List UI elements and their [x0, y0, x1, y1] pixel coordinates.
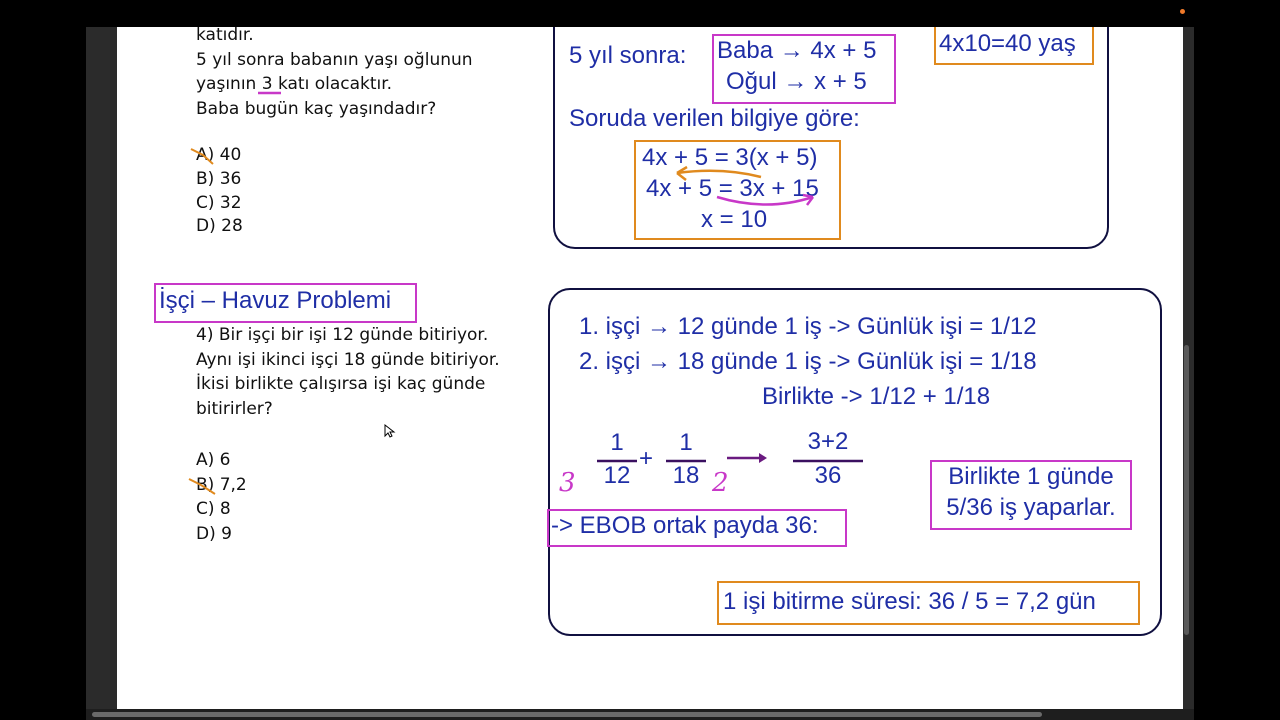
document-page [117, 27, 1183, 709]
option-a: A) 40 [196, 145, 242, 165]
question-line: İkisi birlikte çalışırsa işi kaç günde [196, 374, 486, 394]
worker1-line: 1. işçi → 12 günde 1 iş -> Günlük işi = 1/12 [579, 313, 1037, 340]
move-arrow-icon [677, 171, 761, 177]
problem4-title: İşçi – Havuz Problemi [159, 287, 392, 314]
given-label: Soruda verilen bilgiye göre: [569, 105, 860, 132]
multiplier-3: 3 [559, 468, 576, 498]
recording-indicator-icon [1180, 9, 1185, 14]
answer-check-icon [191, 149, 213, 164]
option-b: B) 7,2 [196, 475, 247, 495]
option-c: C) 32 [196, 193, 242, 213]
ogul-line: Oğul → x + 5 [726, 68, 867, 95]
result-text: 1 işi bitirme süresi: 36 / 5 = 7,2 gün [723, 588, 1096, 615]
question-line: katıdır. [196, 27, 254, 45]
equation-2: 4x + 5 = 3x + 15 [646, 175, 819, 202]
annotation-strokes [117, 27, 1183, 709]
vertical-scrollbar[interactable] [1184, 345, 1189, 635]
frac2-denominator: 18 [672, 462, 700, 489]
question-line: Aynı işi ikinci işçi 18 günde bitiriyor. [196, 349, 500, 370]
together-sum-line: Birlikte -> 1/12 + 1/18 [762, 383, 991, 410]
answer-check-icon [189, 479, 215, 494]
frac1-numerator: 1 [610, 429, 624, 456]
equation-3: x = 10 [701, 206, 768, 233]
frac2-numerator: 1 [679, 429, 693, 456]
pointer-cursor-icon [385, 425, 394, 437]
plus-sign: + [639, 445, 654, 472]
horizontal-scrollbar[interactable] [92, 712, 1042, 717]
baba-line: Baba → 4x + 5 [717, 37, 877, 64]
option-a: A) 6 [196, 450, 231, 470]
equation-1: 4x + 5 = 3(x + 5) [642, 144, 818, 171]
question-line: 4) Bir işçi bir işi 12 günde bitiriyor. [196, 325, 489, 345]
worker2-line: 2. işçi → 18 günde 1 iş -> Günlük işi = 1/18 [579, 348, 1037, 375]
question-line: yaşının 3 katı olacaktır. [196, 74, 393, 94]
ebob-text: -> EBOB ortak payda 36: [551, 512, 819, 539]
answer-text: 4x10=40 yaş [939, 30, 1076, 57]
question-line: Baba bugün kaç yaşındadır? [196, 98, 437, 119]
five-years-label: 5 yıl sonra: [569, 42, 687, 69]
question-line: 5 yıl sonra babanın yaşı oğlunun [196, 49, 473, 70]
option-b: B) 36 [196, 169, 242, 189]
together-line-2: 5/36 iş yaparlar. [946, 494, 1116, 521]
frac1-denominator: 12 [603, 462, 631, 489]
option-d: D) 28 [196, 216, 243, 236]
question-line: bitirirler? [196, 398, 273, 419]
multiplier-2: 2 [712, 468, 729, 498]
move-arrow-icon [717, 197, 813, 205]
sum-numerator: 3+2 [807, 428, 849, 455]
sum-denominator: 36 [814, 462, 842, 489]
option-d: D) 9 [196, 524, 232, 544]
together-line-1: Birlikte 1 günde [948, 463, 1114, 490]
top-bar [0, 0, 1280, 27]
option-c: C) 8 [196, 499, 231, 519]
